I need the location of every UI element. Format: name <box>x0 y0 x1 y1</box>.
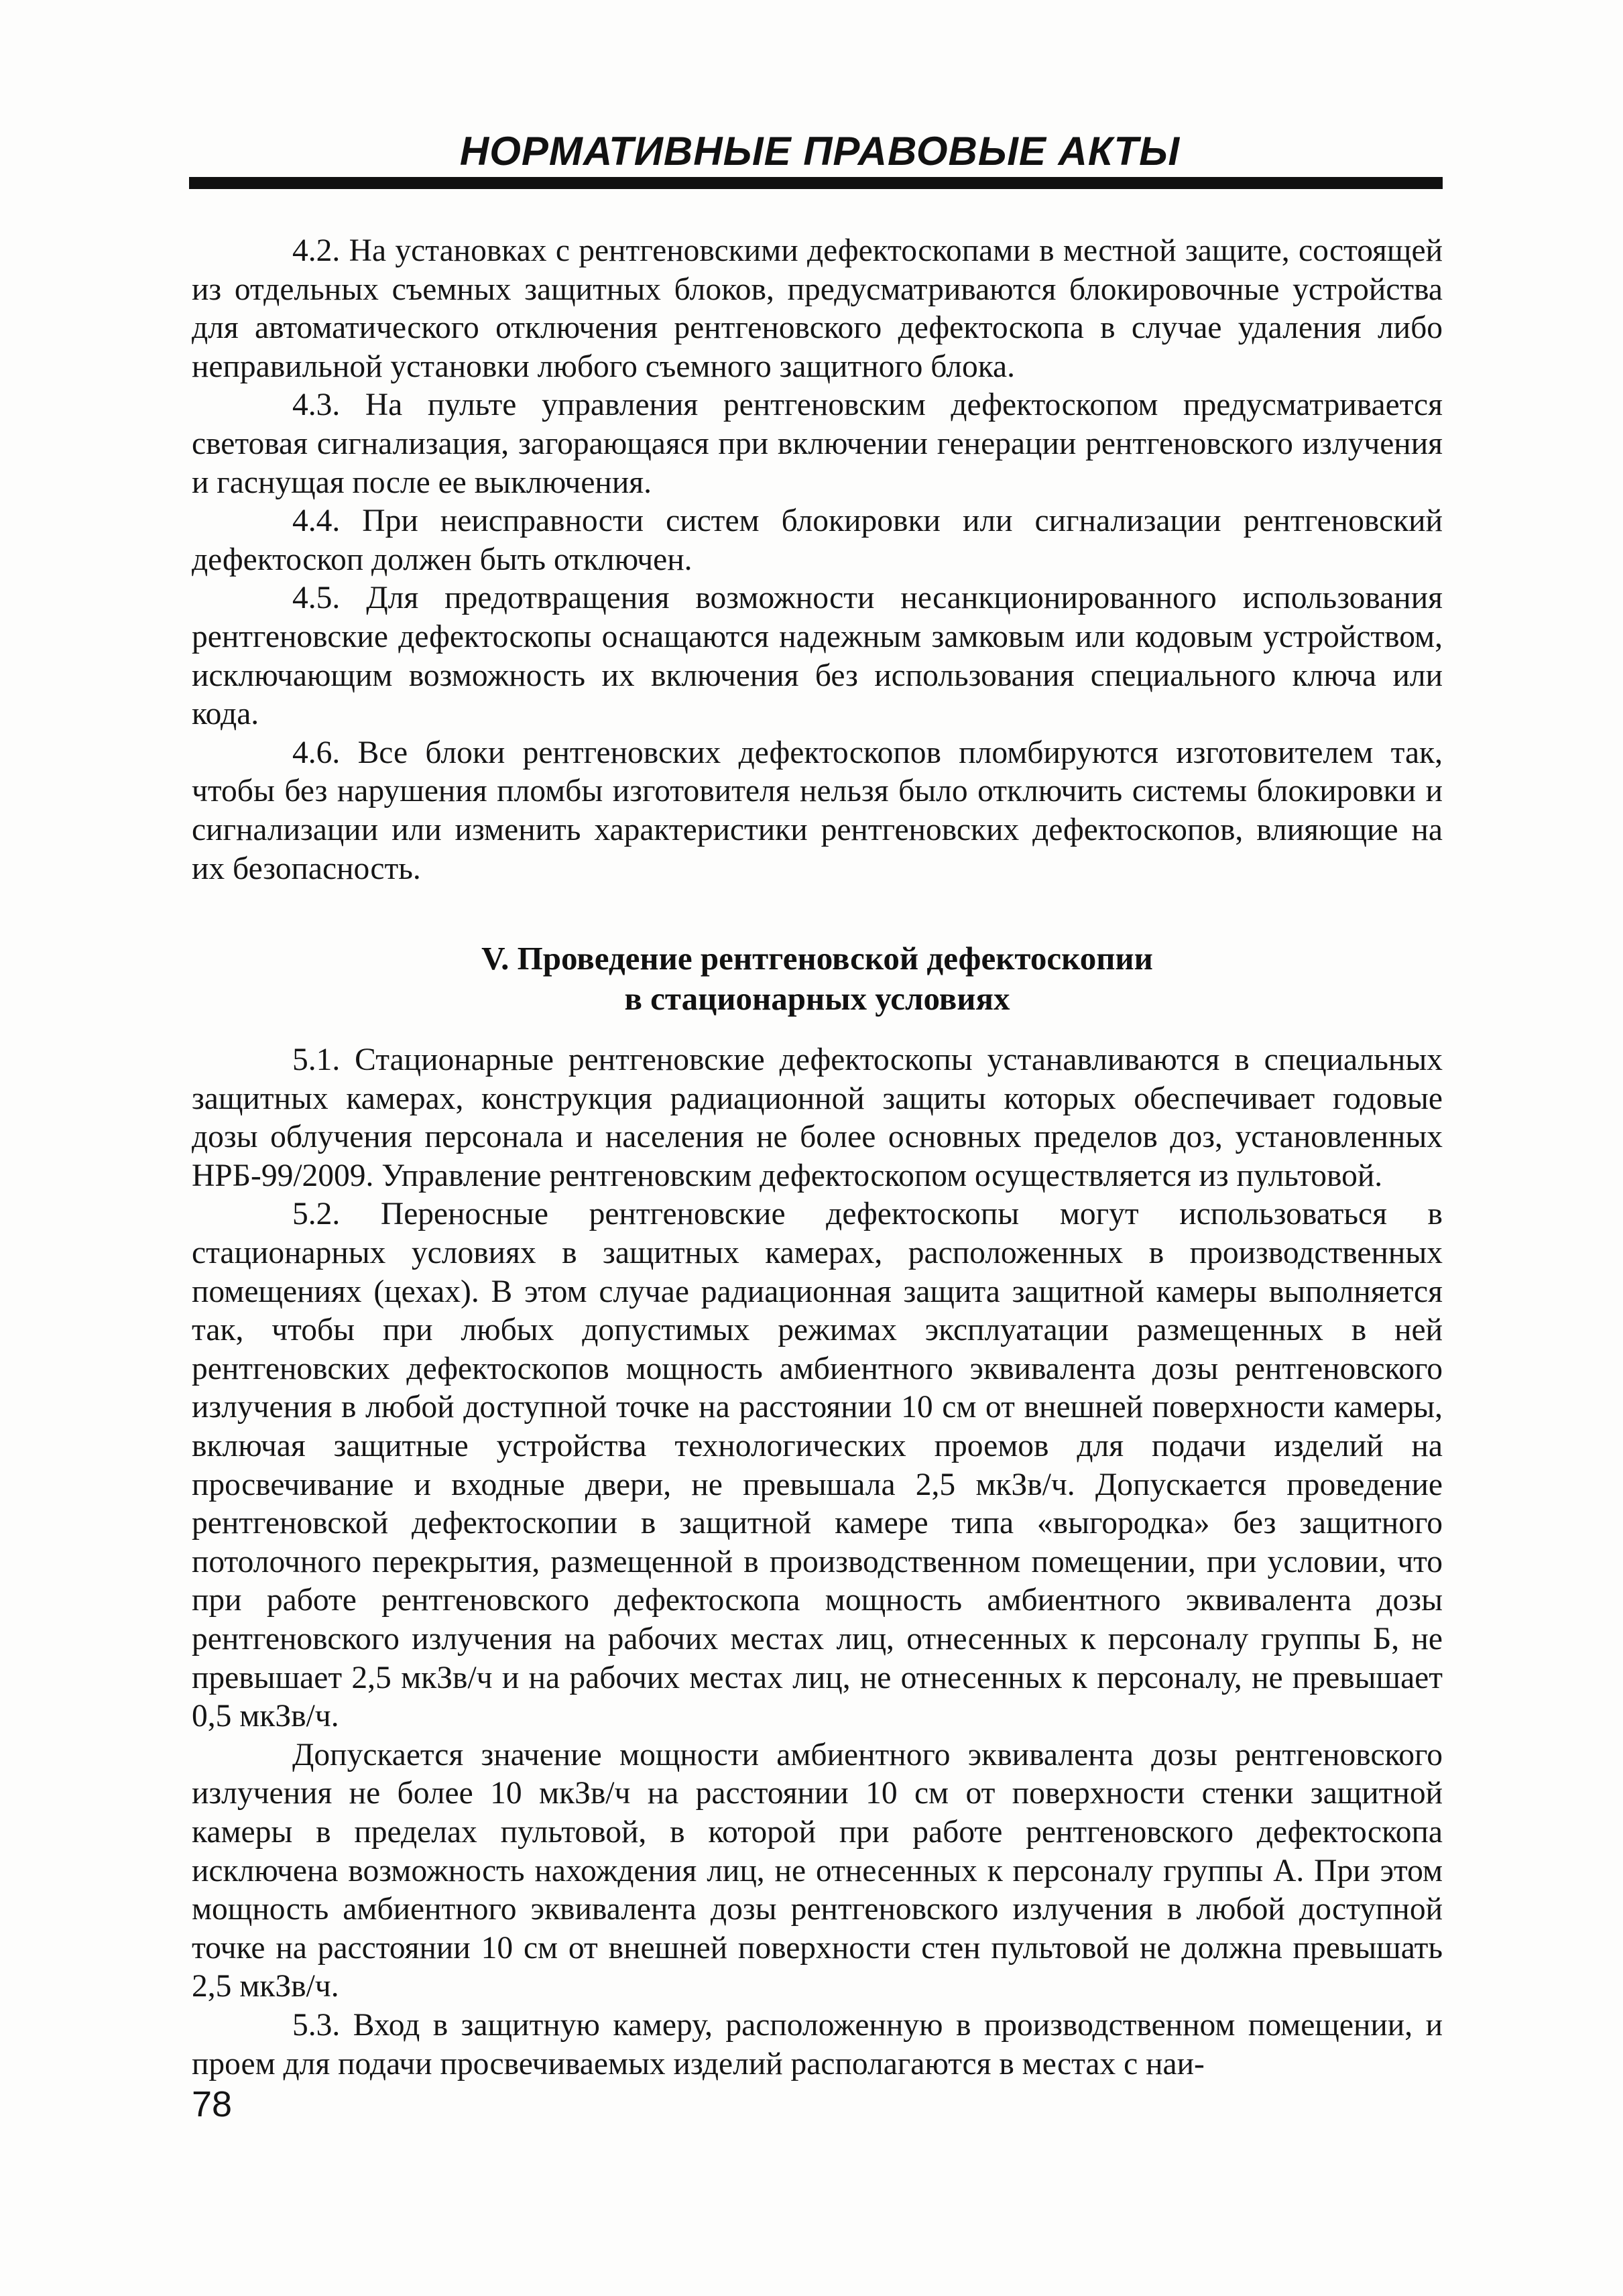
paragraph-5-2-continued: Допускается значение мощности амбиентного эквивалента дозы рентгеновского излучения не более 10 мкЗв/ч на расстоянии 10 см от поверхности стенки защитной камеры в пределах пультовой, в которой при работе рентгеновского дефектоскопа исключена возможность нахождения лиц, не отнесенных к персоналу группы А. При этом мощность амбиентного эквивалента дозы рентгеновского излучения в любой доступной точке на расстоянии 10 см от внешней поверхности стен пультовой не должна превышать 2,5 мкЗв/ч. <box>192 1737 1443 2004</box>
running-header-title: НОРМАТИВНЫЕ ПРАВОВЫЕ АКТЫ <box>459 129 1181 174</box>
header-rule <box>189 177 1443 189</box>
section-heading-line-1: V. Проведение рентгеновской дефектоскопии <box>481 940 1153 977</box>
page-number: 78 <box>192 2084 233 2124</box>
paragraph-4-5: 4.5. Для предотвращения возможности несанкционированного использования рентгеновские дефектоскопы оснащаются надежным замковым или кодовым устройством, исключающим возможность их включения без использования специального ключа или кода. <box>192 581 1443 732</box>
paragraph-5-3: 5.3. Вход в защитную камеру, расположенную в производственном помещении, и проем для подачи просвечиваемых изделий располагаются в местах с наи- <box>192 2007 1443 2081</box>
paragraph-4-6: 4.6. Все блоки рентгеновских дефектоскопов пломбируются изготовителем так, чтобы без нарушения пломбы изготовителя нельзя было отключить системы блокировки и сигнализации или изменить характеристики рентгеновских дефектоскопов, влияющие на их безопасность. <box>192 735 1443 886</box>
paragraph-4-3: 4.3. На пульте управления рентгеновским дефектоскопом предусматривается световая сигнализация, загорающаяся при включении генерации рентгеновского излучения и гаснущая после ее выключения. <box>192 387 1443 500</box>
section-heading <box>192 939 1443 1019</box>
paragraph-5-2: 5.2. Переносные рентгеновские дефектоскопы могут использоваться в стационарных условиях в защитных камерах, расположенных в производственных помещениях (цехах). В этом случае радиационная защита защитной камеры выполняется так, чтобы при любых допустимых режимах эксплуатации размещенных в ней рентгеновских дефектоскопов мощность амбиентного эквивалента дозы рентгеновского излучения в любой доступной точке на расстоянии 10 см от внешней поверхности камеры, включая защитные устройства технологических проемов для подачи изделий на просвечивание и входные двери, не превышала 2,5 мкЗв/ч. Допускается проведение рентгеновской дефектоскопии в защитной камере типа «выгородка» без защитного потолочного перекрытия, размещенной в производственном помещении, при условии, что при работе рентгеновского дефектоскопа мощность амбиентного эквивалента дозы рентгеновского излучения на рабочих местах лиц, отнесенных к персоналу группы Б, не превышает 2,5 мкЗв/ч и на рабочих местах лиц, не отнесенных к персоналу, не превышает 0,5 мкЗв/ч. <box>192 1197 1443 1734</box>
document-body <box>192 232 1443 2083</box>
paragraph-4-2: 4.2. На установках с рентгеновскими дефектоскопами в местной защите, состоящей из отдельных съемных защитных блоков, предусматриваются блокировочные устройства для автоматического отключения рентгеновского дефектоскопа в случае удаления либо неправильной установки любого съемного защитного блока. <box>192 233 1443 384</box>
paragraph-5-1: 5.1. Стационарные рентгеновские дефектоскопы устанавливаются в специальных защитных камерах, конструкция радиационной защиты которых обеспечивает годовые дозы облучения персонала и населения не более основных пределов доз, установленных НРБ-99/2009. Управление рентгеновским дефектоскопом осуществляется из пультовой. <box>192 1042 1443 1193</box>
section-heading-line-2: в стационарных условиях <box>624 980 1010 1018</box>
paragraph-4-4: 4.4. При неисправности систем блокировки или сигнализации рентгеновский дефектоскоп должен быть отключен. <box>192 503 1443 577</box>
